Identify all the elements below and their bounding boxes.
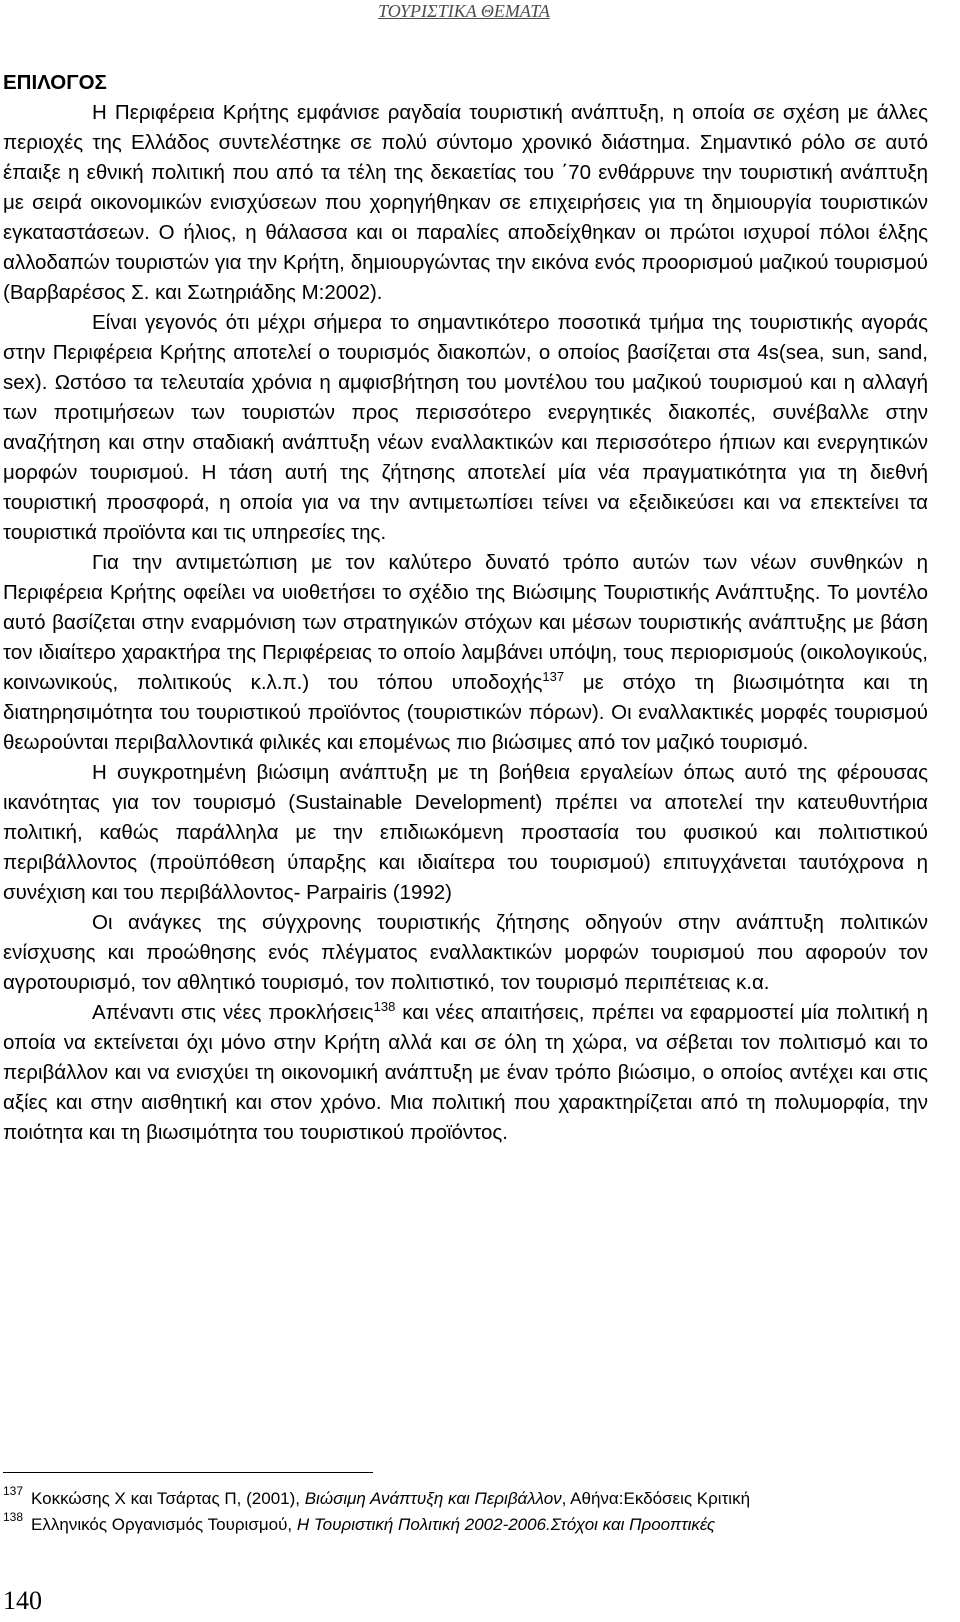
footnote-ref-137[interactable]: 137 [542,669,565,684]
paragraph-3-text-b: με στόχο τη βιωσιμότητα και τη διατηρησιμότητα του τουριστικού προϊόντος (τουριστικών πόρων). Οι εναλλακτικές μορφές τουρισμού θεωρούνται περιβαλλοντικά φιλικές και επομένως πιο βιώσιμες από τον μαζικό τουρισμό. [3,671,928,754]
footnote-text: Κοκκώσης Χ και Τσάρτας Π, (2001), [31,1489,305,1508]
footnote-number: 138 [3,1510,24,1524]
paragraph-2: Είναι γεγονός ότι μέχρι σήμερα το σημαντικότερο ποσοτικά τμήμα της τουριστικής αγοράς στην Περιφέρεια Κρήτης αποτελεί ο τουρισμός διακοπών, ο οποίος βασίζεται στα 4s(sea, sun, sand, sex). Ωστόσο τα τελευταία χρόνια η αμφισβήτηση του μοντέλου του μαζικού τουρισμού και η αλλαγή των προτιμήσεων των τουριστών προς περισσότερο ενεργητικές διακοπές, συνέβαλλε στην αναζήτηση και στην σταδιακή ανάπτυξη νέων εναλλακτικών και περισσότερο ήπιων και ενεργητικών μορφών τουρισμού. Η τάση αυτή της ζήτησης αποτελεί μία νέα πραγματικότητα για τη διεθνή τουριστική προσφορά, η οποία για να την αντιμετωπίσει τείνει να εξειδικεύσει και να επεκτείνει τα τουριστικά προϊόντα και τις υπηρεσίες της. [3,311,928,544]
paragraph-1: Η Περιφέρεια Κρήτης εμφάνισε ραγδαία τουριστική ανάπτυξη, η οποία σε σχέση με άλλες περιοχές της Ελλάδος συντελέστηκε σε πολύ σύντομο χρονικό διάστημα. Σημαντικό ρόλο σε αυτό έπαιξε η εθνική πολιτική που από τα τέλη της δεκαετίας του ΄70 ενθάρρυνε την τουριστική ανάπτυξη με σειρά οικονομικών ενισχύσεων που χορηγήθηκαν σε επιχειρήσεις για τη δημιουργία τουριστικών εγκαταστάσεων. Ο ήλιος, η θάλασσα και οι παραλίες αποδείχθηκαν οι πρώτοι ισχυροί πόλοι έλξης αλλοδαπών τουριστών για την Κρήτη, δημιουργώντας την εικόνα ενός προορισμού μαζικού τουρισμού (Βαρβαρέσος Σ. και Σωτηριάδης Μ:2002). [3,101,928,304]
page-number: 140 [3,1586,42,1615]
paragraph-6 [3,998,928,1148]
footnotes [3,1486,928,1538]
footnote-138 [3,1512,928,1538]
footnote-text: Ελληνικός Οργανισμός Τουρισμού, [31,1515,297,1534]
paragraph-6-text-a: Απέναντι στις νέες προκλήσεις [92,1001,374,1024]
paragraph-5: Οι ανάγκες της σύγχρονης τουριστικής ζήτησης οδηγούν στην ανάπτυξη πολιτικών ενίσχυσης και προώθησης ενός πλέγματος εναλλακτικών μορφών τουρισμού που αφορούν τον αγροτουρισμό, τον αθλητικό τουρισμό, τον πολιτιστικό, τον τουρισμό περιπέτειας κ.α. [3,911,928,994]
footnote-title: Η Τουριστική Πολιτική 2002-2006.Στόχοι και Προοπτικές [296,1515,716,1534]
section-title: ΕΠΙΛΟΓΟΣ [3,71,107,94]
paragraph-6-text-b: και νέες απαιτήσεις, πρέπει να εφαρμοστεί μία πολιτική η οποία να εκτείνεται όχι μόνο στην Κρήτη αλλά και σε όλη τη χώρα, να σέβεται τον πολιτισμό και το περιβάλλον και να ενισχύει τη οικονομική ανάπτυξη με έναν τρόπο βιώσιμο, ο οποίος αντέχει και στις αξίες και στην αισθητική και στον χρόνο. Μια πολιτική που χαρακτηρίζεται από τη πολυμορφία, την ποιότητα και τη βιωσιμότητα του τουριστικού προϊόντος. [3,1001,928,1144]
footnote-ref-138[interactable]: 138 [373,999,396,1014]
running-header: ΤΟΥΡΙΣΤΙΚΑ ΘΕΜΑΤΑ [378,1,550,21]
footnote-text-end: , Αθήνα:Εκδόσεις Κριτική [561,1489,751,1508]
main-content [3,68,928,1148]
footnote-title: Βιώσιμη Ανάπτυξη και Περιβάλλον [304,1489,562,1508]
paragraph-3-text-a: Για την αντιμετώπιση με τον καλύτερο δυνατό τρόπο αυτών των νέων συνθηκών η Περιφέρεια Κρήτης οφείλει να υιοθετήσει το σχέδιο της Βιώσιμης Τουριστικής Ανάπτυξης. Το μοντέλο αυτό βασίζεται στην εναρμόνιση των στρατηγικών στόχων και μέσων τουριστικής ανάπτυξης με βάση τον ιδιαίτερο χαρακτήρα της Περιφέρειας το οποίο λαμβάνει υπόψη, τους περιορισμούς (οικολογικούς, κοινωνικούς, πολιτικούς κ.λ.π.) του τόπου υποδοχής [3,551,928,694]
paragraph-4: Η συγκροτημένη βιώσιμη ανάπτυξη με τη βοήθεια εργαλείων όπως αυτό της φέρουσας ικανότητας για τον τουρισμό (Sustainable Development) πρέπει να αποτελεί την κατευθυντήρια πολιτική, καθώς παράλληλα με την επιδιωκόμενη προστασία του φυσικού και πολιτιστικού περιβάλλοντος (προϋπόθεση ύπαρξης και ιδιαίτερα του τουρισμού) επιτυγχάνεται ταυτόχρονα η συνέχιση και του περιβάλλοντος- Parpairis (1992) [3,761,928,904]
paragraph-3 [3,548,928,758]
footnote-137 [3,1486,928,1512]
footnote-number: 137 [3,1484,24,1498]
footnote-separator [3,1472,373,1473]
